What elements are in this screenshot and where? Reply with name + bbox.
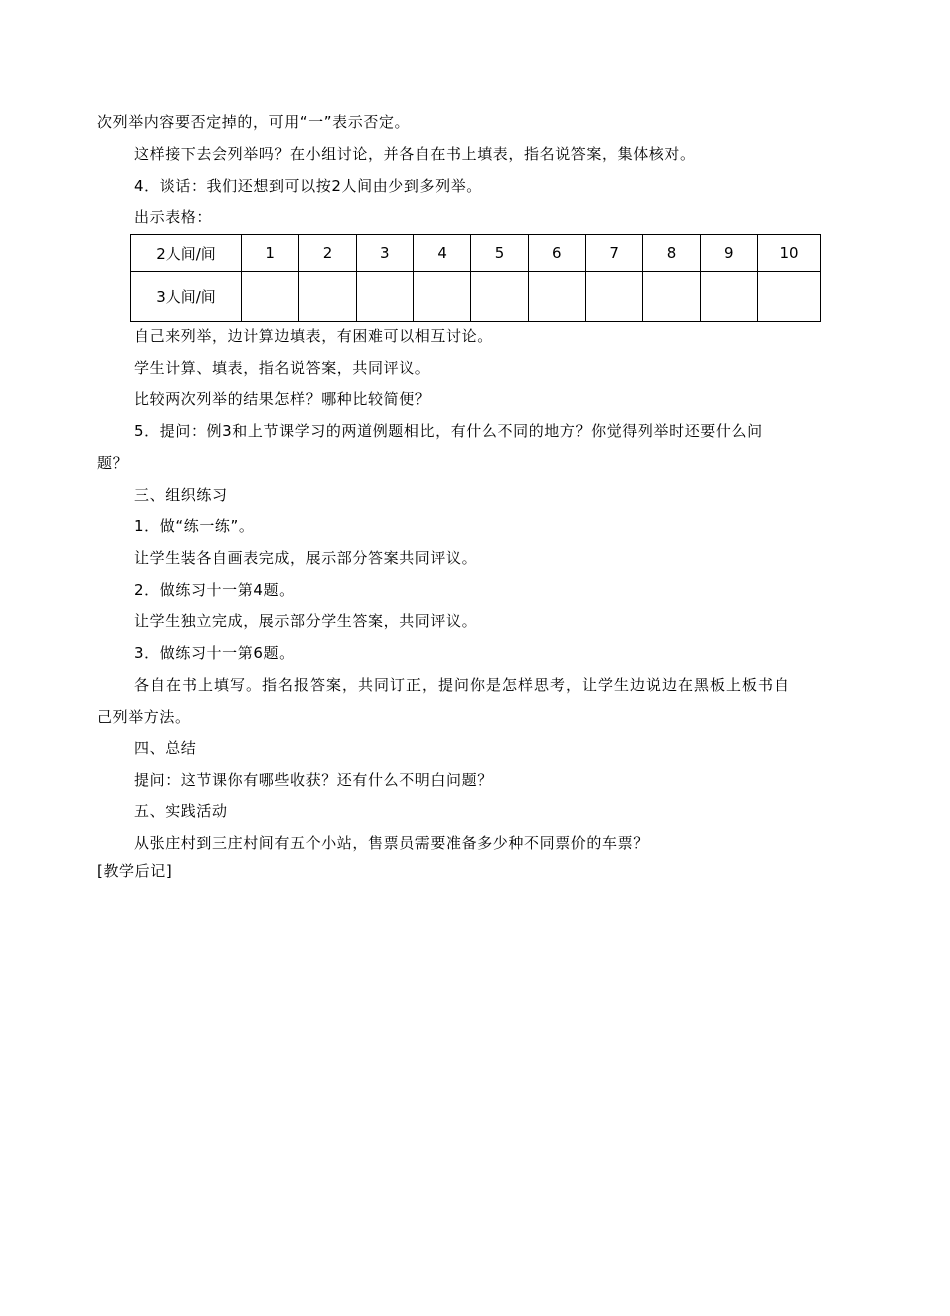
section-heading-summary: 四、总结 [134,739,197,757]
table-cell: 3 [356,235,413,272]
paragraph-exercise-3-note-line2: 己列举方法。 [97,708,191,726]
table-cell-empty [758,272,821,322]
table-cell-empty [471,272,528,322]
paragraph-negation-note: 次列举内容要否定掉的，可用“一”表示否定。 [97,113,411,131]
paragraph-activity-question: 从张庄村到三庄村间有五个小站，售票员需要准备多少种不同票价的车票？ [134,834,649,852]
table-cell-empty [643,272,700,322]
paragraph-exercise-1-note: 让学生装各自画表完成，展示部分答案共同评议。 [134,549,478,567]
table-cell: 9 [700,235,757,272]
table-cell: 1 [242,235,299,272]
table-cell: 6 [528,235,585,272]
section-heading-practice: 三、组织练习 [134,486,228,504]
table-cell: 8 [643,235,700,272]
table-cell-empty [585,272,642,322]
table-cell-empty [242,272,299,322]
paragraph-exercise-2: 2．做练习十一第4题。 [134,581,295,599]
table-cell-empty [700,272,757,322]
table-header-three-person: 3人间/间 [131,272,242,322]
paragraph-exercise-3: 3．做练习十一第6题。 [134,644,295,662]
section-heading-activity: 五、实践活动 [134,802,228,820]
table-cell: 5 [471,235,528,272]
table-cell-empty [356,272,413,322]
paragraph-show-table: 出示表格： [134,208,213,226]
table-cell-empty [528,272,585,322]
table-cell-empty [413,272,470,322]
paragraph-question-line2: 题？ [97,454,129,472]
table-row-three-person [131,272,821,322]
paragraph-discussion: 这样接下去会列举吗？在小组讨论，并各自在书上填表，指名说答案，集体核对。 [134,145,696,163]
table-cell: 10 [758,235,821,272]
paragraph-self-list: 自己来列举，边计算边填表，有困难可以相互讨论。 [134,327,493,345]
table-cell-empty [299,272,356,322]
table-cell: 7 [585,235,642,272]
table-header-two-person: 2人间/间 [131,235,242,272]
paragraph-exercise-2-note: 让学生独立完成，展示部分学生答案，共同评议。 [134,612,478,630]
paragraph-exercise-3-note-line1: 各自在书上填写。指名报答案，共同订正，提问你是怎样思考，让学生边说边在黑板上板书自 [134,676,791,694]
room-count-table [130,234,821,322]
paragraph-summary-question: 提问：这节课你有哪些收获？还有什么不明白问题？ [134,771,493,789]
table-row-two-person [131,235,821,272]
paragraph-exercise-1: 1．做“练一练”。 [134,517,255,535]
paragraph-talk: 4．谈话：我们还想到可以按2人间由少到多列举。 [134,177,482,195]
section-heading-teaching-notes: [教学后记] [97,862,173,880]
table-cell: 4 [413,235,470,272]
paragraph-student-calc: 学生计算、填表，指名说答案，共同评议。 [134,359,431,377]
table-cell: 2 [299,235,356,272]
paragraph-question-line1: 5．提问：例3和上节课学习的两道例题相比，有什么不同的地方？你觉得列举时还要什么问 [134,422,763,440]
paragraph-compare: 比较两次列举的结果怎样？哪种比较简便？ [134,390,431,408]
